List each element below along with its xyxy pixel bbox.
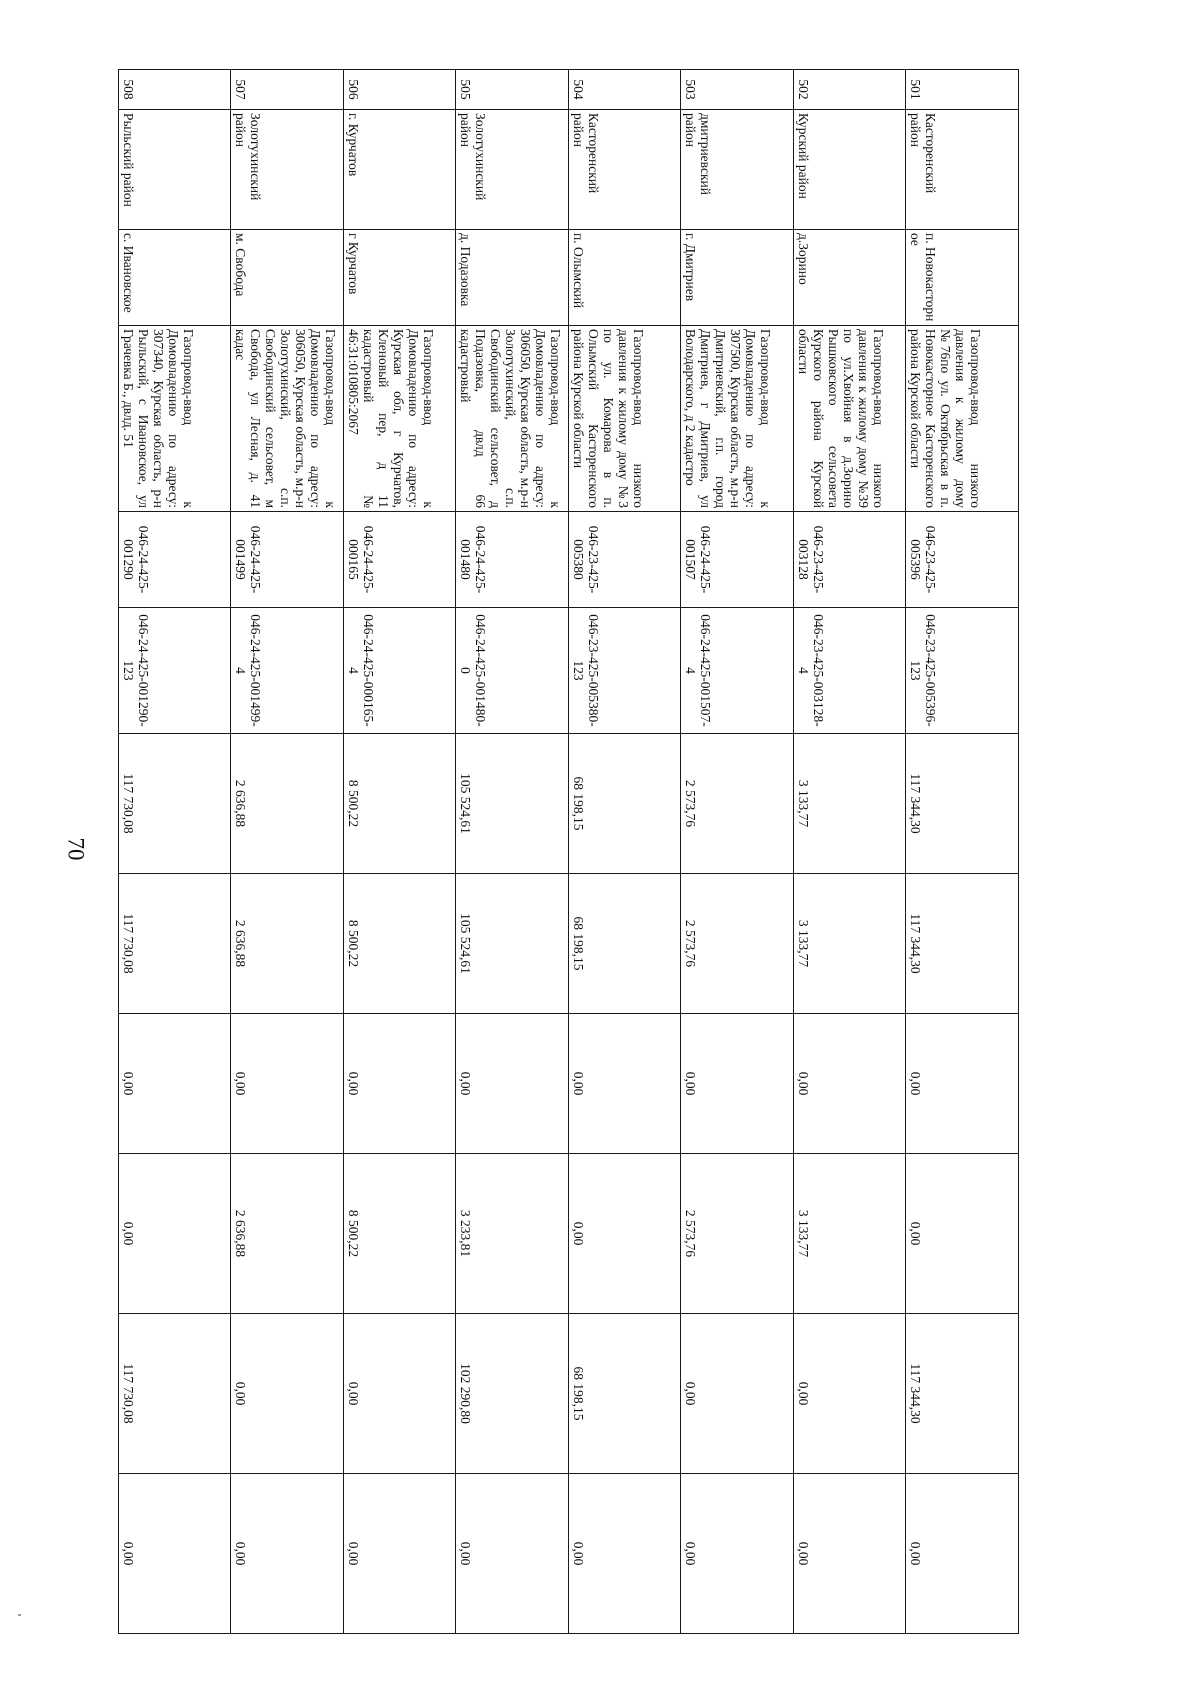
table-row (231, 70, 344, 1634)
amount-cell: 0,00 (119, 1474, 232, 1634)
settlement-cell: п. Олымский (569, 230, 682, 326)
district-cell: Золотухинский район (231, 110, 344, 230)
amount-cell: 0,00 (231, 1314, 344, 1474)
table-row (794, 70, 907, 1634)
amount-cell: 0,00 (569, 1474, 682, 1634)
cost-cell: 105 524,61 (456, 734, 569, 874)
amount-cell: 0,00 (456, 1014, 569, 1154)
amount-cell: 2 573,76 (681, 1154, 794, 1314)
amount-cell: 0,00 (794, 1314, 907, 1474)
row-number: 508 (119, 70, 232, 110)
object-code-cell: 046-23-425-005396-123 (906, 608, 1019, 734)
table-row (681, 70, 794, 1634)
amount-cell: 0,00 (681, 1314, 794, 1474)
inventory-number-cell: 046-24-425-001480 (456, 512, 569, 608)
object-code-cell: 046-24-425-001499-4 (231, 608, 344, 734)
amount-cell: 117 730,08 (119, 1314, 232, 1474)
amount-cell: 0,00 (119, 1014, 232, 1154)
cost-cell: 68 198,15 (569, 734, 682, 874)
amount-cell: 0,00 (456, 1474, 569, 1634)
row-number: 505 (456, 70, 569, 110)
amount-cell: 3 133,77 (794, 1154, 907, 1314)
table-row (456, 70, 569, 1634)
amount-cell: 0,00 (119, 1154, 232, 1314)
inventory-number-cell: 046-23-425-003128 (794, 512, 907, 608)
object-description-cell: Газопровод-ввод к Домовладению по адресу: 307340, Курская область, р-н Рыльский, с Ивановское, ул Грачевка Б., двлд. 51 (119, 326, 232, 512)
object-description-cell: Газопровод-ввод низкого давления к жилому дому №39 по ул.Хвойная в д.Зорино Рышковского сельсовета Курского района Курской области (794, 326, 907, 512)
district-cell: дмитриевский район (681, 110, 794, 230)
amount-cell: 2 636,88 (231, 1154, 344, 1314)
object-description-cell: Газопровод-ввод к Домовладению по адресу: 307500, Курская область, м.р-н Дмитриевский, г.п. город Дмитриев, г Дмитриев, ул Володарского, д 2 кадастро (681, 326, 794, 512)
object-code-cell: 046-24-425-001290-123 (119, 608, 232, 734)
table-row (569, 70, 682, 1634)
amount-cell: 0,00 (794, 1474, 907, 1634)
amount-cell: 117 730,08 (119, 874, 232, 1014)
amount-cell: 2 573,76 (681, 874, 794, 1014)
settlement-cell: п. Новокасторн ое (906, 230, 1019, 326)
amount-cell: 3 233,81 (456, 1154, 569, 1314)
amount-cell: 105 524,61 (456, 874, 569, 1014)
inventory-number-cell: 046-23-425-005396 (906, 512, 1019, 608)
amount-cell: 0,00 (231, 1014, 344, 1154)
row-number: 502 (794, 70, 907, 110)
amount-cell: 102 290,80 (456, 1314, 569, 1474)
inventory-number-cell: 046-24-425-000165 (344, 512, 457, 608)
row-number: 503 (681, 70, 794, 110)
amount-cell: 68 198,15 (569, 874, 682, 1014)
object-description-cell: Газопровод-ввод низкого давления к жилому дому №3 по ул. Комарова в п. Олымский Касторенского района Курской области (569, 326, 682, 512)
district-cell: г. Курчатов (344, 110, 457, 230)
amount-cell: 0,00 (906, 1154, 1019, 1314)
page-number: 70 (63, 837, 89, 861)
amount-cell: 0,00 (906, 1474, 1019, 1634)
object-code-cell: 046-23-425-005380-123 (569, 608, 682, 734)
amount-cell: 0,00 (231, 1474, 344, 1634)
settlement-cell: м. Свобода (231, 230, 344, 326)
data-table (118, 69, 1019, 1634)
settlement-cell: г. Дмитриев (681, 230, 794, 326)
amount-cell: 0,00 (906, 1014, 1019, 1154)
settlement-cell: с. Ивановское (119, 230, 232, 326)
amount-cell: 0,00 (681, 1014, 794, 1154)
object-code-cell: 046-23-425-003128-4 (794, 608, 907, 734)
settlement-cell: д.Зорино (794, 230, 907, 326)
cost-cell: 8 500,22 (344, 734, 457, 874)
district-cell: Курский район (794, 110, 907, 230)
amount-cell: 0,00 (794, 1014, 907, 1154)
row-number: 507 (231, 70, 344, 110)
amount-cell: 3 133,77 (794, 874, 907, 1014)
scan-speck (18, 1614, 21, 1616)
cost-cell: 2 636,88 (231, 734, 344, 874)
settlement-cell: д. Подазовка (456, 230, 569, 326)
district-cell: Касторенский район (906, 110, 1019, 230)
district-cell: Рыльский район (119, 110, 232, 230)
amount-cell: 8 500,22 (344, 874, 457, 1014)
table-row (906, 70, 1019, 1634)
cost-cell: 3 133,77 (794, 734, 907, 874)
inventory-number-cell: 046-24-425-001507 (681, 512, 794, 608)
amount-cell: 117 344,30 (906, 1314, 1019, 1474)
amount-cell: 0,00 (569, 1014, 682, 1154)
district-cell: Золотухинский район (456, 110, 569, 230)
amount-cell: 0,00 (681, 1474, 794, 1634)
cost-cell: 117 344,30 (906, 734, 1019, 874)
amount-cell: 0,00 (344, 1474, 457, 1634)
district-cell: Касторенский район (569, 110, 682, 230)
amount-cell: 2 636,88 (231, 874, 344, 1014)
object-code-cell: 046-24-425-001507-4 (681, 608, 794, 734)
amount-cell: 0,00 (569, 1154, 682, 1314)
row-number: 501 (906, 70, 1019, 110)
object-code-cell: 046-24-425-000165-4 (344, 608, 457, 734)
object-description-cell: Газопровод-ввод к Домовладению по адресу: 306050, Курская область, м.р-н Золотухинский, с.п. Свободинский сельсовет, д Подазовка, двлд 66 кадастровый (456, 326, 569, 512)
object-description-cell: Газопровод-ввод к Домовладению по адресу: Курская обл, г Курчатов, Кленовый пер, д 11 кадастровый № 46:31:010805:2067 (344, 326, 457, 512)
row-number: 506 (344, 70, 457, 110)
amount-cell: 0,00 (344, 1014, 457, 1154)
table-row (344, 70, 457, 1634)
rotated-table-wrapper (119, 69, 1019, 1633)
object-description-cell: Газопровод-ввод к Домовладению по адресу: 306050, Курская область, м.р-н Золотухинский, с.п. Свободинский сельсовет, м Свобода, ул Лесная, д. 41 кадас (231, 326, 344, 512)
amount-cell: 68 198,15 (569, 1314, 682, 1474)
object-code-cell: 046-24-425-001480-0 (456, 608, 569, 734)
object-description-cell: Газопровод-ввод низкого давления к жилому дому №76по ул. Октябрьская в п. Новокасторное Касторенского района Курской области (906, 326, 1019, 512)
cost-cell: 2 573,76 (681, 734, 794, 874)
inventory-number-cell: 046-23-425-005380 (569, 512, 682, 608)
amount-cell: 0,00 (344, 1314, 457, 1474)
cost-cell: 117 730,08 (119, 734, 232, 874)
amount-cell: 8 500,22 (344, 1154, 457, 1314)
table-row (119, 70, 232, 1634)
settlement-cell: г Курчатов (344, 230, 457, 326)
row-number: 504 (569, 70, 682, 110)
amount-cell: 117 344,30 (906, 874, 1019, 1014)
inventory-number-cell: 046-24-425-001499 (231, 512, 344, 608)
inventory-number-cell: 046-24-425-001290 (119, 512, 232, 608)
